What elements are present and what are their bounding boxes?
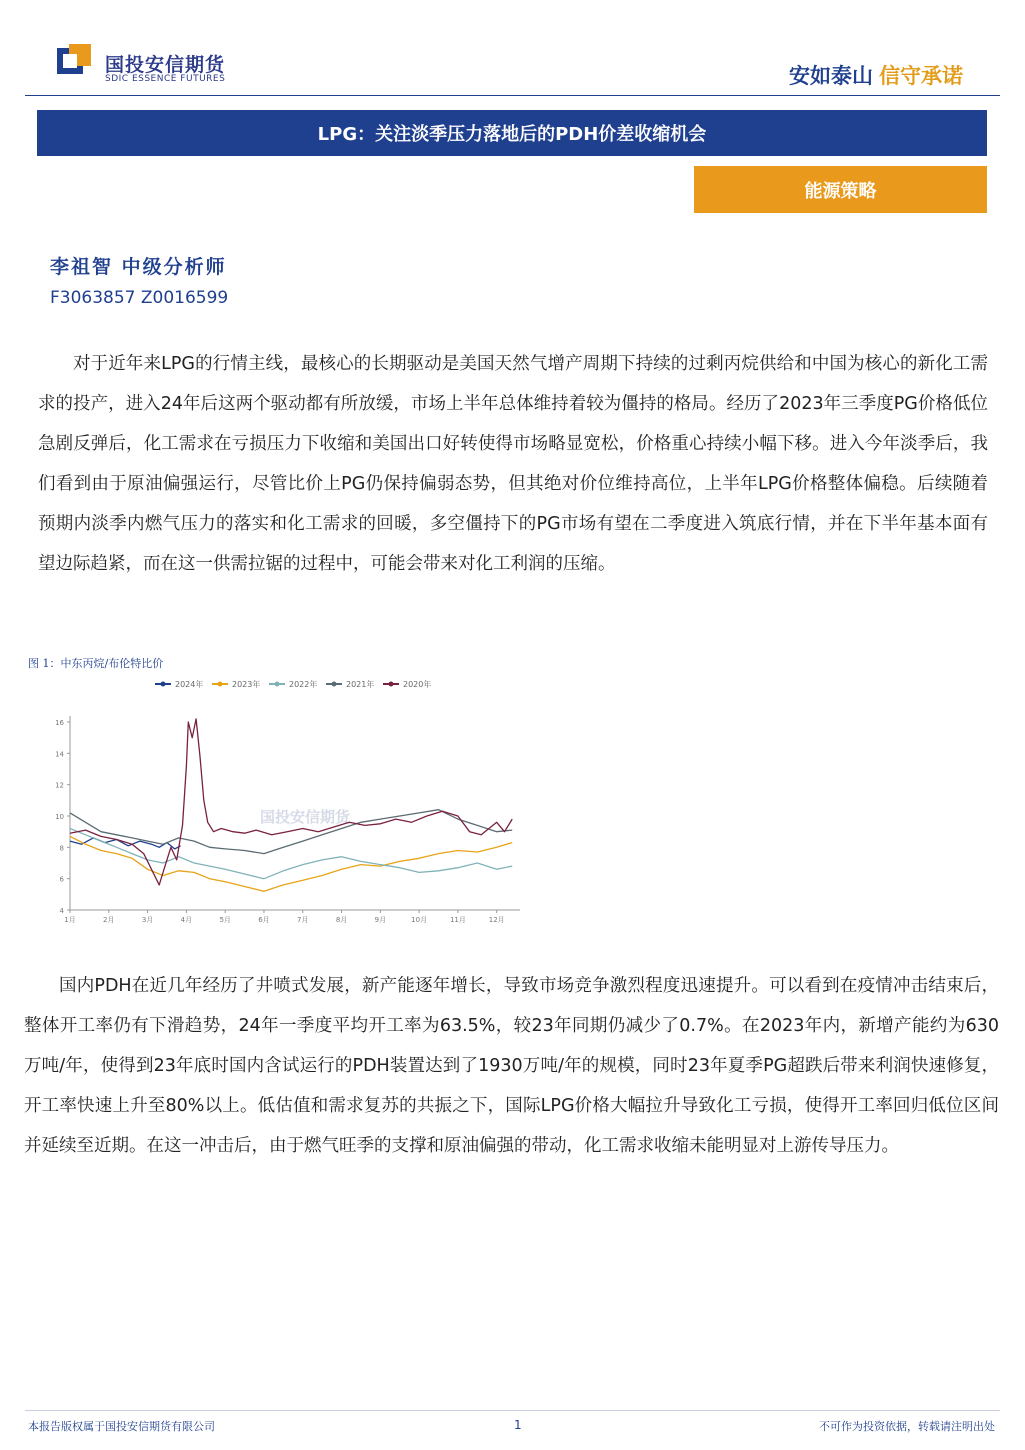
slogan <box>789 60 963 90</box>
report-title: LPG：关注淡季压力落地后的PDH价差收缩机会 <box>317 124 707 145</box>
x-tick-label-5: 6月 <box>258 916 270 924</box>
legend-marker-1 <box>218 682 223 687</box>
x-tick-label-8: 9月 <box>374 916 387 924</box>
series-line-2022年 <box>70 829 512 879</box>
legend-marker-4 <box>389 682 394 687</box>
y-tick-label-0: 4 <box>59 907 64 915</box>
chart-watermark: 国投安信期货 <box>260 808 351 826</box>
x-tick-label-3: 4月 <box>180 916 193 924</box>
x-tick-label-0: 1月 <box>64 916 76 924</box>
footer-disclaimer: 不可作为投资依据，转载请注明出处 <box>819 1420 995 1433</box>
y-tick-label-5: 14 <box>55 750 64 759</box>
x-tick-label-7: 8月 <box>335 916 348 924</box>
propane-brent-ratio-chart <box>25 672 535 934</box>
author-line: 李祖智 中级分析师 <box>50 256 227 278</box>
slogan-part-2: 信守承诺 <box>879 64 963 88</box>
slogan-part-1: 安如泰山 <box>789 64 873 88</box>
company-name-cn: 国投安信期货 <box>105 54 226 76</box>
legend-marker-0 <box>161 682 166 687</box>
y-tick-label-3: 10 <box>55 813 64 821</box>
y-tick-label-6: 16 <box>55 719 64 727</box>
series-line-2020年 <box>70 719 512 885</box>
legend-label-0: 2024年 <box>175 680 204 689</box>
legend-label-4: 2020年 <box>403 680 432 689</box>
x-tick-label-9: 10月 <box>411 916 428 924</box>
legend-label-1: 2023年 <box>232 680 261 689</box>
legend-label-3: 2021年 <box>346 680 375 689</box>
x-tick-label-4: 5月 <box>219 916 231 924</box>
y-tick-label-1: 6 <box>59 875 64 884</box>
legend-marker-2 <box>275 682 280 687</box>
category-tag <box>694 166 987 213</box>
figure-caption: 图 1：中东丙烷/布伦特比价 <box>28 657 164 670</box>
body-paragraph-2: 国内PDH在近几年经历了井喷式发展，新产能逐年增长，导致市场竞争激烈程度迅速提升。可以看到在疫情冲击结束后，整体开工率仍有下滑趋势，24年一季度平均开工率为63.5%，较23年同期仍减少了0.7%。在2023年内，新增产能约为630万吨/年，使得到23年底时国内含试运行的PDH装置达到了1930万吨/年的规模，同时23年夏季PG超跌后带来利润快速修复，开工率快速上升至80%以上。低估值和需求复苏的共振之下，国际LPG价格大幅拉升导致化工亏损，使得开工率回归低位区间并延续至近期。在这一冲击后，由于燃气旺季的支撑和原油偏强的带动，化工需求收缩未能明显对上游传导压力。 <box>24 976 999 1156</box>
x-tick-label-2: 3月 <box>141 916 154 924</box>
certificate-numbers: F3063857 Z0016599 <box>50 288 229 308</box>
x-tick-label-10: 11月 <box>449 916 466 924</box>
body-paragraph-1: 对于近年来LPG的行情主线，最核心的长期驱动是美国天然气增产周期下持续的过剩丙烷供给和中国为核心的新化工需求的投产，进入24年后这两个驱动都有所放缓，市场上半年总体维持着较为僵持的格局。经历了2023年三季度PG价格低位急剧反弹后，化工需求在亏损压力下收缩和美国出口好转使得市场略显宽松，价格重心持续小幅下移。进入今年淡季后，我们看到由于原油偏强运行，尽管比价上PG仍保持偏弱态势，但其绝对价位维持高位，上半年LPG价格整体偏稳。后续随着预期内淡季内燃气压力的落实和化工需求的回暖，多空僵持下的PG市场有望在二季度进入筑底行情，并在下半年基本面有望边际趋紧，而在这一供需拉锯的过程中，可能会带来对化工利润的压缩。 <box>38 354 988 574</box>
report-title-bar <box>37 110 987 156</box>
company-logo-icon <box>55 42 95 82</box>
x-tick-label-11: 12月 <box>488 916 505 924</box>
company-name-en: SDIC ESSENCE FUTURES <box>105 74 226 84</box>
y-tick-label-4: 12 <box>55 781 64 790</box>
footer-divider <box>25 1410 1000 1411</box>
legend-label-2: 2022年 <box>289 680 318 689</box>
page-header <box>0 0 1025 96</box>
category-tag-label: 能源策略 <box>804 180 877 202</box>
legend-marker-3 <box>332 682 337 687</box>
x-tick-label-6: 7月 <box>297 916 309 924</box>
x-tick-label-1: 2月 <box>103 916 115 924</box>
footer-copyright: 本报告版权属于国投安信期货有限公司 <box>28 1420 215 1433</box>
page-number: 1 <box>514 1418 522 1432</box>
y-tick-label-2: 8 <box>59 844 64 853</box>
header-divider <box>25 95 1000 96</box>
